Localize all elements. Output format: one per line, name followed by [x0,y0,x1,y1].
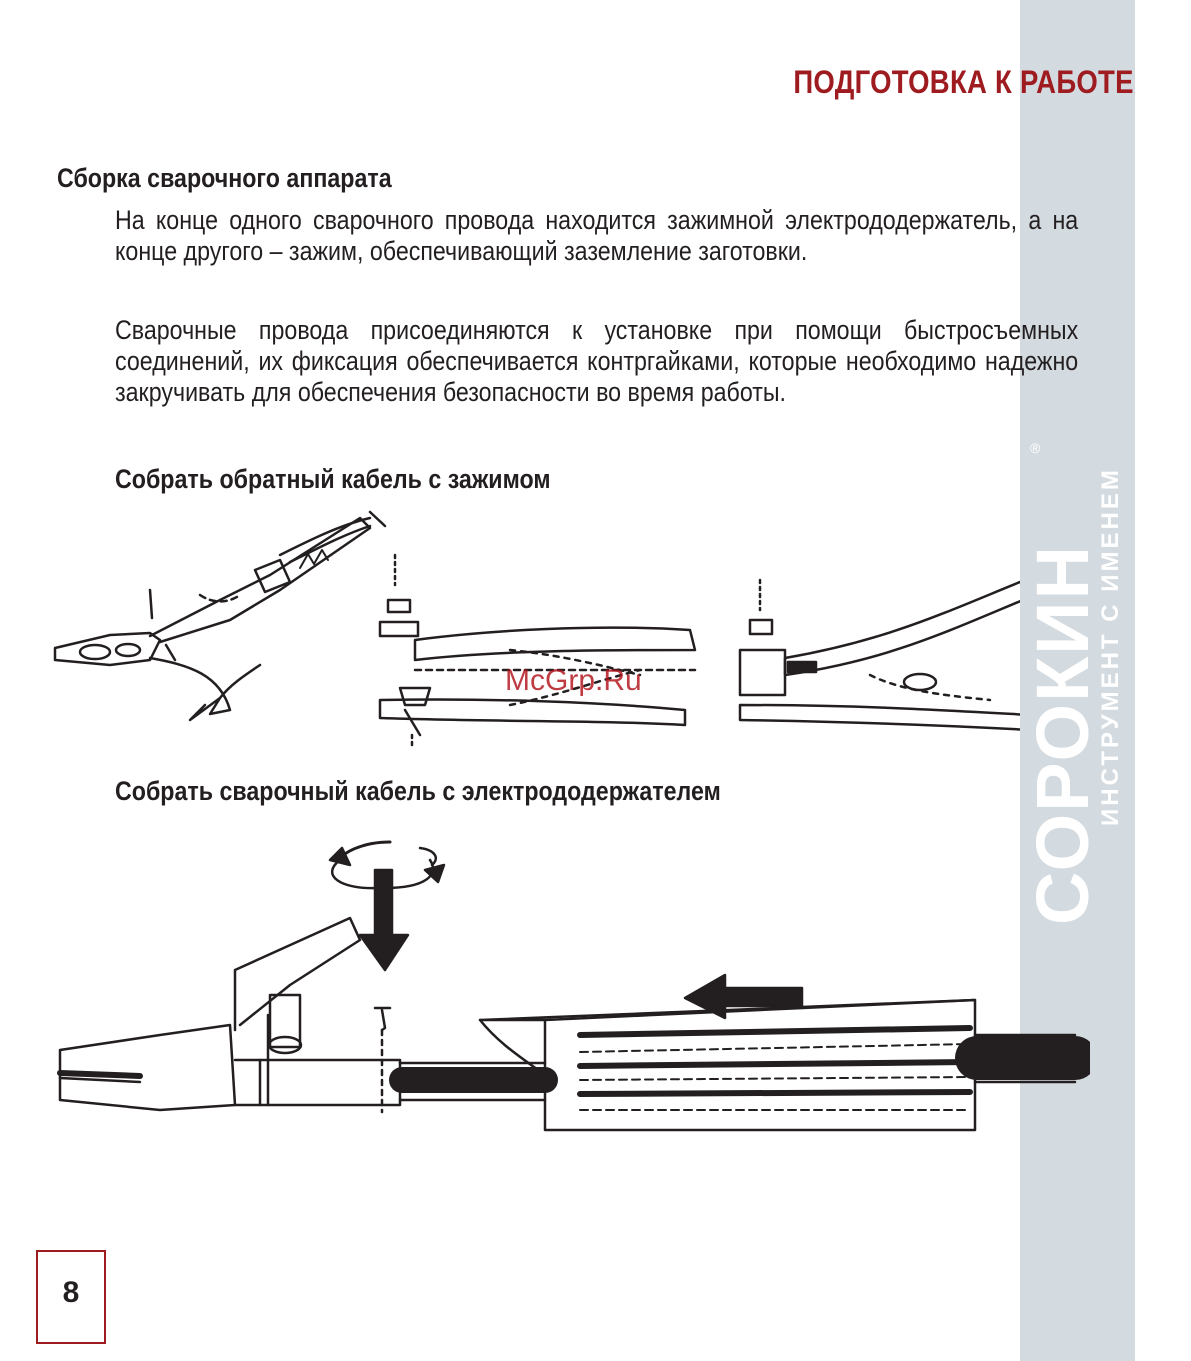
step-clamp-heading: Собрать обратный кабель с зажимом [115,464,551,494]
clamp-assembly-figure [40,500,1020,750]
watermark: McGrp.Ru [505,664,642,697]
brand-tagline: ИНСТРУМЕНТ С ИМЕНЕМ [1097,467,1124,826]
screw-icon [375,1008,390,1030]
paragraph-text: На конце одного сварочного провода находится зажимной электрододержатель, а на конце другого – зажим, обеспечивающий заземление заготовки. [115,205,1079,266]
clamp-open-drawing [55,512,385,720]
registered-mark: ® [1030,440,1041,456]
holder-assembly-figure [40,830,1090,1160]
clamp-assembled-drawing [740,578,1020,730]
handle-drawing [480,1000,1075,1130]
assembly-paragraph-2 [115,315,1078,408]
electrode-holder-drawing [60,918,545,1110]
brand-name: СОРОКИН [1021,544,1104,925]
page-number: 8 [62,1276,80,1309]
step-holder-heading: Собрать сварочный кабель с электрододержателем [115,776,721,806]
paragraph-text: Сварочные провода присоединяются к установке при помощи быстросъемных соединений, их фиксация обеспечивается контргайками, которые необходимо надежно закручивать для обеспечения безопасности во время работы. [115,315,1079,407]
page-number-box [36,1250,106,1344]
assembly-heading: Сборка сварочного аппарата [57,163,392,193]
down-arrow-icon [360,870,408,970]
clamp-exploded-drawing [380,555,695,745]
section-title: ПОДГОТОВКА К РАБОТЕ [793,64,1134,100]
assembly-paragraph-1 [115,205,1078,267]
